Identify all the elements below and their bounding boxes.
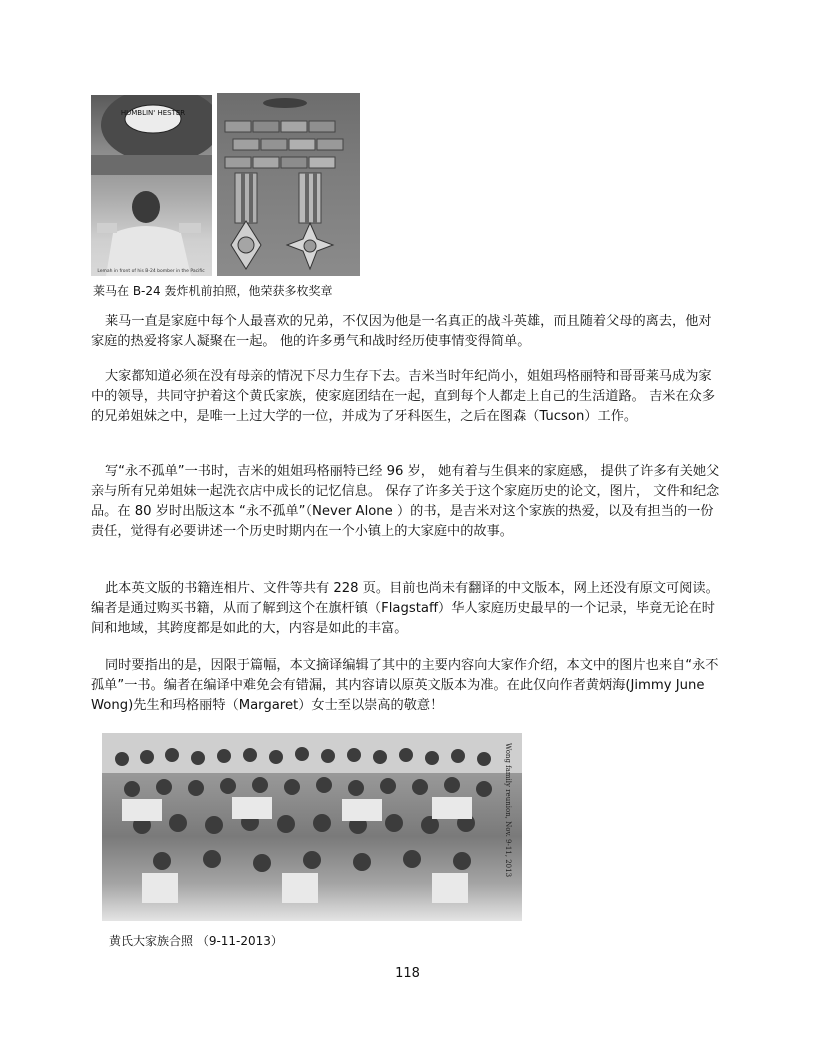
- paragraph-1: 莱马一直是家庭中每个人最喜欢的兄弟，不仅因为他是一名真正的战斗英雄，而且随着父母的离去，他对家庭的热爱将家人凝聚在一起。 他的许多勇气和战时经历使事情变得简单。: [91, 314, 712, 349]
- page-number: 118: [395, 966, 420, 981]
- family-reunion-photo: [102, 733, 522, 921]
- family-photo-illustration: [102, 733, 522, 921]
- paragraph-3: 写“永不孤单”一书时，吉米的姐姐玛格丽特已经 96 岁， 她有着与生俱来的家庭感， 提供了许多有关她父亲与所有兄弟姐妹一起洗衣店中成长的记忆信息。 保存了许多关于这个家庭历史的论文，图片， 文件和纪念品。在 80 岁时出版这本 “永不孤单”（Never Alone ）的书，是吉米对这个家族的热爱，以及有担当的一份责任，觉得有必要讲述一个历史时期内在一个小镇上的大家庭中的故事。: [91, 464, 720, 539]
- bomber-photo-inscription: Lemah in front of his B-24 bomber in the Pacific: [97, 269, 205, 274]
- paragraph-2: 大家都知道必须在没有母亲的情况下尽力生存下去。吉米当时年纪尚小，姐姐玛格丽特和哥哥莱马成为家中的领导，共同守护着这个黄氏家族，使家庭团结在一起，直到每个人都走上自己的生活道路。 吉米在众多的兄弟姐妹之中，是唯一上过大学的一位，并成为了牙科医生，之后在图森（Tucson）工作。: [91, 369, 716, 424]
- family-photo-caption: 黄氏大家族合照 （9-11-2013）: [109, 934, 283, 948]
- bomber-photo: [91, 95, 212, 276]
- bomber-photo-illustration: [91, 95, 212, 276]
- top-photos-caption: 莱马在 B-24 轰炸机前拍照，他荣获多枚奖章: [93, 284, 333, 298]
- paragraph-4: 此本英文版的书籍连相片、文件等共有 228 页。目前也尚未有翻译的中文版本，网上还没有原文可阅读。编者是通过购买书籍，从而了解到这个在旗杆镇（Flagstaff）华人家庭历史最早的一个记录，毕竟无论在时间和地域，其跨度都是如此的大，内容是如此的丰富。: [91, 581, 719, 636]
- medals-photo-illustration: [217, 93, 360, 276]
- family-photo-inscription: Wong family reunion, Nov. 9-11, 2013: [504, 743, 512, 878]
- medals-photo: [217, 93, 360, 276]
- paragraph-5: 同时要指出的是，因限于篇幅，本文摘译编辑了其中的主要内容向大家作介绍，本文中的图片也来自“永不孤单”一书。编者在编译中难免会有错漏，其内容请以原英文版本为准。在此仅向作者黄炳海(Jimmy June Wong)先生和玛格丽特（Margaret）女士至以崇高的敬意！: [91, 658, 719, 713]
- nose-art-text: HUMBLIN' HESTER: [120, 109, 186, 117]
